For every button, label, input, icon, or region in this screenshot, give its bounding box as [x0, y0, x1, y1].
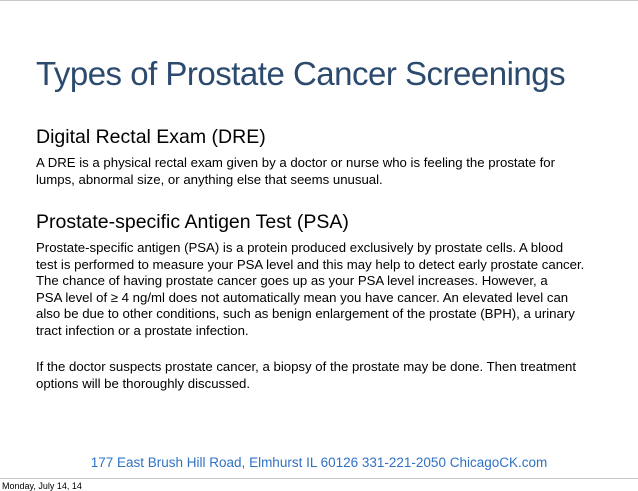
biopsy-paragraph: [36, 359, 616, 392]
biopsy-line: If the doctor suspects prostate cancer, a biopsy of the prostate may be done. Then treatment: [36, 359, 577, 374]
slide-title: Types of Prostate Cancer Screenings: [36, 55, 566, 92]
date-bar: [0, 478, 638, 491]
slide-top-border: [0, 0, 638, 1]
psa-line: also be due to other conditions, such as benign enlargement of the prostate (BPH), a urinary: [36, 306, 575, 321]
date-label: Monday, July 14, 14: [2, 481, 82, 491]
psa-line: tract infection or a prostate infection.: [36, 322, 249, 338]
dre-line: lumps, abnormal size, or anything else that seems unusual.: [36, 171, 383, 187]
slide-footer: 177 East Brush Hill Road, Elmhurst IL 60126 331-221-2050 ChicagoCK.com: [90, 455, 548, 470]
psa-line: The chance of having prostate cancer goes up as your PSA level increases. However, a: [36, 273, 548, 288]
psa-heading: Prostate-specific Antigen Test (PSA): [36, 211, 349, 233]
dre-paragraph: [36, 155, 616, 188]
psa-paragraph: [36, 240, 616, 339]
dre-line: A DRE is a physical rectal exam given by a doctor or nurse who is feeling the prostate for: [36, 155, 555, 170]
psa-line: test is performed to measure your PSA level and this may help to detect early prostate cancer.: [36, 256, 585, 272]
psa-line: Prostate-specific antigen (PSA) is a protein produced exclusively by prostate cells. A blood: [36, 240, 564, 255]
biopsy-line: options will be thoroughly discussed.: [36, 375, 251, 391]
psa-line: PSA level of ≥ 4 ng/ml does not automatically mean you have cancer. An elevated level can: [36, 289, 569, 305]
dre-heading: Digital Rectal Exam (DRE): [36, 126, 266, 148]
